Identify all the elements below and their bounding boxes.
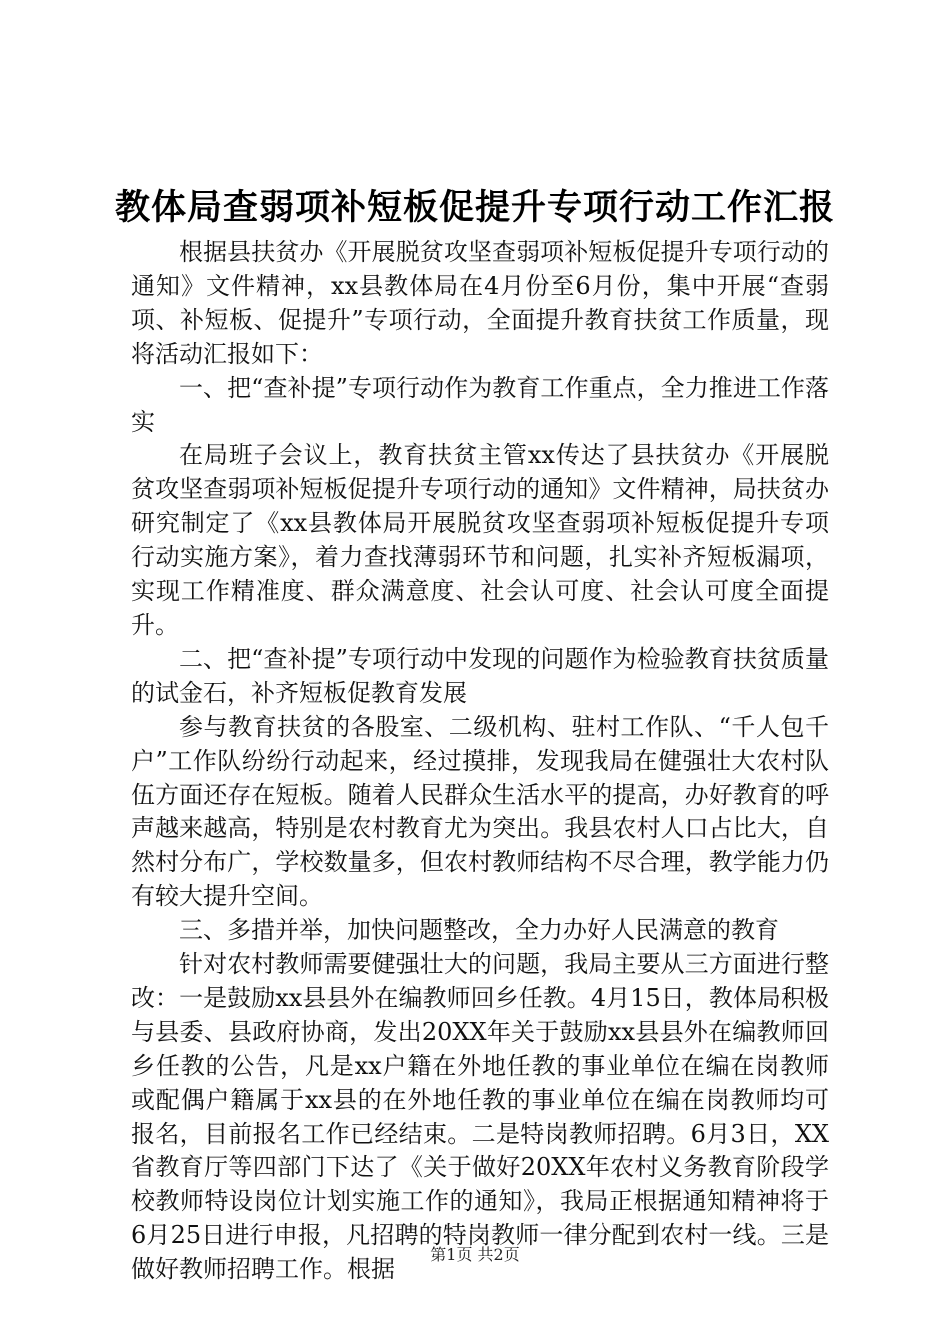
page-number-footer: 第1页 共2页: [430, 1245, 520, 1264]
paragraph-intro: 根据县扶贫办《开展脱贫攻坚查弱项补短板促提升专项行动的通知》文件精神，xx县教体局在4月份至6月份，集中开展“查弱项、补短板、促提升”专项行动，全面提升教育扶贫工作质量，现将活动汇报如下：: [131, 238, 829, 368]
document-body: [131, 236, 829, 1287]
section-heading-1: 一、把“查补提”专项行动作为教育工作重点，全力推进工作落实: [131, 373, 829, 436]
section-heading-3: 三、多措并举，加快问题整改，全力办好人民满意的教育: [179, 916, 779, 945]
paragraph-section-1: 在局班子会议上，教育扶贫主管xx传达了县扶贫办《开展脱贫攻坚查弱项补短板促提升专项行动的通知》文件精神，局扶贫办研究制定了《xx县教体局开展脱贫攻坚查弱项补短板促提升专项行动实施方案》，着力查找薄弱环节和问题，扎实补齐短板漏项，实现工作精准度、群众满意度、社会认可度、社会认可度全面提升。: [131, 441, 829, 639]
document-title: 教体局查弱项补短板促提升专项行动工作汇报: [114, 187, 835, 228]
paragraph-section-3: 针对农村教师需要健强壮大的问题，我局主要从三方面进行整改：一是鼓励xx县县外在编教师回乡任教。4月15日，教体局积极与县委、县政府协商，发出20XX年关于鼓励xx县县外在编教师回乡任教的公告，凡是xx户籍在外地任教的事业单位在编在岗教师或配偶户籍属于xx县的在外地任教的事业单位在编在岗教师均可报名，目前报名工作已经结束。二是特岗教师招聘。6月3日，XX省教育厅等四部门下达了《关于做好20XX年农村义务教育阶段学校教师特设岗位计划实施工作的通知》，我局正根据通知精神将于6月25日进行申报，凡招聘的特岗教师一律分配到农村一线。三是做好教师招聘工作。根据: [131, 950, 829, 1284]
paragraph-section-2: 参与教育扶贫的各股室、二级机构、驻村工作队、“千人包千户”工作队纷纷行动起来，经过摸排，发现我局在健强壮大农村队伍方面还存在短板。随着人民群众生活水平的提高，办好教育的呼声越来越高，特别是农村教育尤为突出。我县农村人口占比大，自然村分布广，学校数量多，但农村教师结构不尽合理，教学能力仍有较大提升空间。: [131, 712, 829, 911]
section-heading-2: 二、把“查补提”专项行动中发现的问题作为检验教育扶贫质量的试金石，补齐短板促教育发展: [131, 644, 829, 707]
